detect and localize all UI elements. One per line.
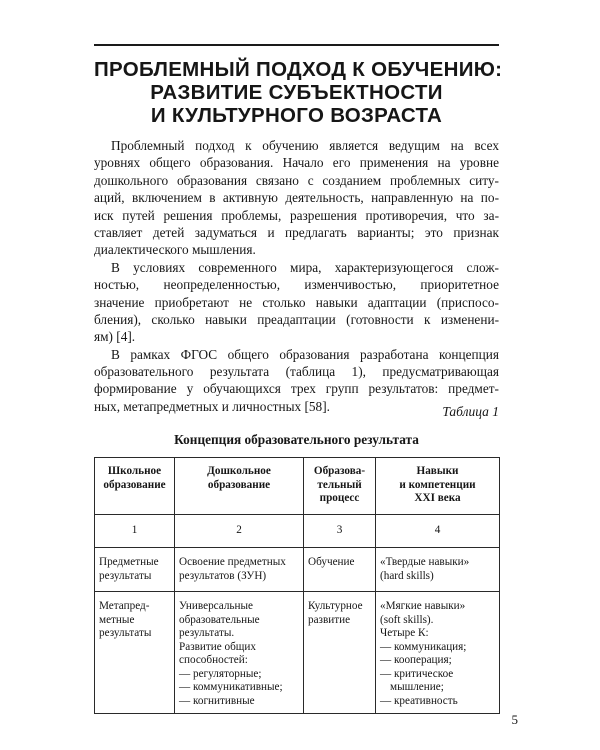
text-line: образовательного результата (таблица 1), предусматривающая: [94, 364, 499, 380]
text-line: Проблемный подход к обучению является ведущим на всех: [111, 138, 499, 153]
chapter-title-line: И КУЛЬТУРНОГО ВОЗРАСТА: [150, 104, 443, 127]
paragraph-2: [94, 259, 499, 346]
table-row: [95, 592, 500, 714]
text-line: ных, метапредметных и личностных [58].: [94, 398, 330, 414]
table-cell: [95, 592, 175, 714]
header-cell-process: [304, 458, 376, 515]
cell-line: (hard skills): [380, 569, 434, 582]
cell-line: мышление;: [390, 681, 444, 693]
header-cell-skills: [376, 458, 500, 515]
cell-line: (soft skills).: [380, 613, 434, 626]
text-line: ностью, неопределенностью, изменчивостью, приоритетное: [94, 277, 499, 293]
cell-line: тельный: [317, 478, 362, 491]
cell-line: Универсальные: [179, 600, 254, 612]
table-cell: [175, 548, 304, 592]
text-line: значение приобретают не столько навыки адаптации (приспосо-: [94, 294, 499, 310]
cell-line: Культурное: [308, 600, 363, 612]
cell-line: Образова-: [313, 465, 366, 477]
page-number: 5: [511, 712, 518, 727]
table-cell: [376, 548, 500, 592]
text-line: В рамках ФГОС общего образования разработана концепция: [111, 346, 499, 362]
cell-line: — критическое: [380, 667, 454, 680]
cell-line: Навыки: [416, 465, 459, 477]
text-line: уровнях общего образования. Начало его применения на уровне: [94, 155, 499, 171]
paragraph-3: [94, 346, 499, 416]
cell-line: результаты: [99, 569, 152, 582]
chapter-title-line: РАЗВИТИЕ СУБЪЕКТНОСТИ: [150, 81, 443, 104]
header-cell-school: [95, 458, 175, 515]
cell-line: развитие: [308, 613, 351, 626]
table-cell: [376, 592, 500, 714]
cell-line: результаты.: [179, 627, 235, 639]
cell-line: образование: [207, 478, 271, 491]
cell-line: — когнитивные: [179, 694, 255, 707]
cell-line: Дошкольное: [207, 465, 271, 477]
column-number: 1: [95, 515, 175, 548]
cell-line: — коммуникативные;: [179, 681, 283, 693]
top-rule: [94, 44, 499, 46]
table-cell: [175, 592, 304, 714]
cell-line: и компетенции: [399, 478, 476, 491]
cell-line: — коммуникация;: [380, 640, 467, 653]
table-title: Концепция образовательного результата: [174, 432, 419, 447]
text-line: ям) [4].: [94, 329, 136, 345]
table-number-label: Таблица 1: [442, 404, 499, 419]
concept-table: [94, 457, 500, 714]
column-number: 2: [175, 515, 304, 548]
cell-line: — креативность: [380, 694, 458, 707]
text-line: иск путей решения проблемы, разрешения противоречия, что за-: [94, 207, 499, 223]
text-line: дошкольного образования связано с созданием проблемных ситу-: [94, 172, 499, 188]
body-text: [94, 137, 499, 415]
text-line: ставляет детей задуматься и предлагать варианты; это признак: [94, 224, 499, 240]
table-header-row: [95, 458, 500, 515]
column-number-row: [95, 515, 500, 548]
header-cell-preschool: [175, 458, 304, 515]
cell-line: Развитие общих: [179, 640, 256, 653]
column-number: 4: [376, 515, 500, 548]
cell-line: образовательные: [179, 613, 260, 626]
chapter-title: [94, 58, 503, 127]
text-line: бления), сколько навыки преадаптации (готовности к изменени-: [94, 311, 499, 327]
table-cell: [304, 592, 376, 714]
cell-line: Школьное: [107, 465, 162, 477]
cell-line: образование: [103, 478, 166, 491]
cell-line: Освоение предметных: [179, 556, 286, 568]
text-line: аций, включением в активную деятельность, направленную на по-: [94, 190, 499, 206]
cell-line: «Твердые навыки»: [380, 556, 470, 568]
cell-line: процесс: [319, 492, 360, 504]
cell-line: метные: [99, 613, 135, 626]
text-line: В условиях современного мира, характеризующегося слож-: [111, 259, 499, 275]
cell-line: результатов (ЗУН): [179, 569, 267, 582]
text-line: формирование у обучающихся трех групп результатов: предмет-: [94, 381, 499, 397]
chapter-title-line: ПРОБЛЕМНЫЙ ПОДХОД К ОБУЧЕНИЮ:: [94, 58, 503, 81]
paragraph-1: [94, 137, 499, 259]
cell-line: — кооперация;: [380, 654, 452, 666]
table-row: [95, 548, 500, 592]
text-line: диалектического мышления.: [94, 242, 256, 258]
cell-line: — регуляторные;: [179, 667, 262, 680]
column-number: 3: [304, 515, 376, 548]
cell-line: Предметные: [99, 556, 159, 568]
cell-line: Метапред-: [99, 600, 150, 612]
table-cell: [304, 548, 376, 592]
cell-line: «Мягкие навыки»: [380, 600, 466, 612]
cell-line: Обучение: [308, 556, 355, 568]
cell-line: способностей:: [179, 654, 248, 666]
table-cell: [95, 548, 175, 592]
cell-line: Четыре К:: [380, 627, 429, 639]
cell-line: результаты: [99, 627, 152, 639]
cell-line: XXI века: [414, 492, 461, 504]
